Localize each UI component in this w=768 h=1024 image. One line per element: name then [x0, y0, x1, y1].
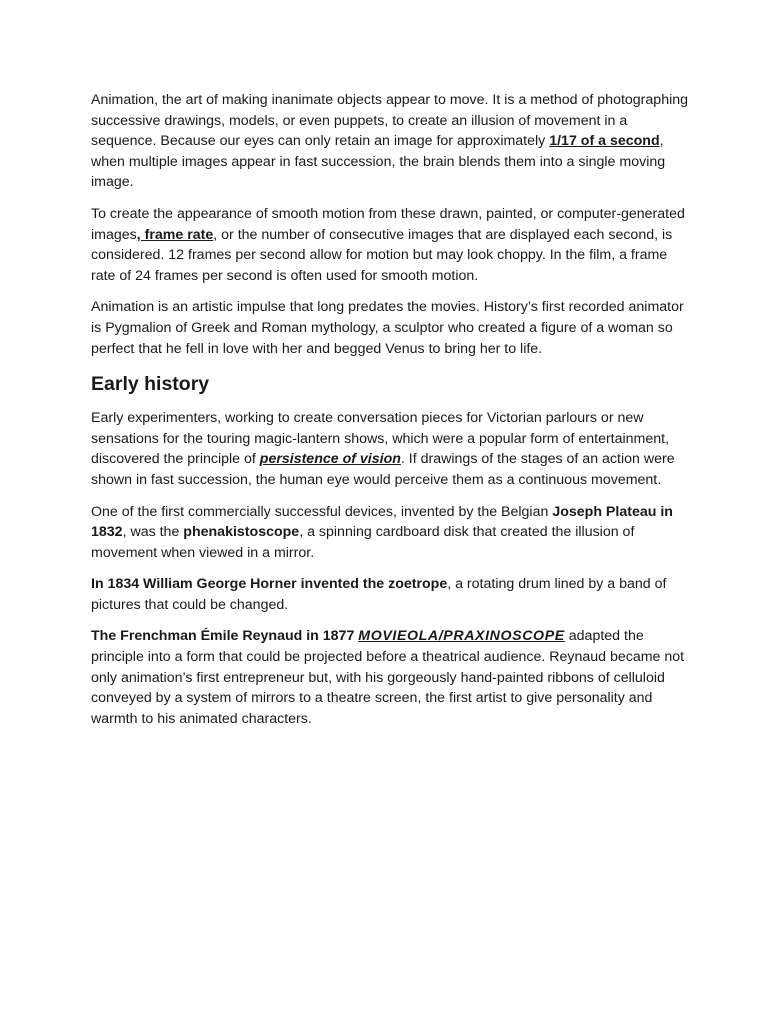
paragraph-reynaud — [91, 626, 688, 729]
paragraph-early-experimenters — [91, 408, 688, 490]
emphasis-horner-zoetrope: In 1834 William George Horner invented the zoetrope — [91, 576, 448, 593]
section-heading-early-history: Early history — [91, 373, 210, 396]
text: To create the appearance of smooth motion from these drawn, painted, or computer-generated images — [91, 205, 685, 243]
emphasis-phenakistoscope: phenakistoscope — [183, 524, 300, 541]
paragraph-frame-rate — [91, 204, 688, 286]
emphasis-emile-reynaud: The Frenchman Émile Reynaud in 1877 — [91, 628, 359, 645]
text: Early experimenters, working to create conversation pieces for Victorian parlours or new sensations for the touring magic-lantern shows, which were a popular form of entertainment, discovered the principle of — [91, 410, 670, 468]
emphasis-retention-time: 1/17 of a second — [549, 133, 660, 150]
text: Animation, the art of making inanimate objects appear to move. It is a method of photographing successive drawings, models, or even puppets, to create an illusion of movement in a sequence. Because our eyes can only retain an image for approximately — [91, 92, 689, 150]
paragraph-pygmalion — [91, 297, 688, 359]
text: , a rotating drum lined by a band of pictures that could be changed. — [91, 576, 667, 613]
text: Animation is an artistic impulse that long predates the movies. History’s first recorded animator is Pygmalion of Greek and Roman mythology, a sculptor who created a figure of a woman so perfect that he fell in love with her and begged Venus to bring her to life. — [91, 299, 684, 357]
text: One of the first commercially successful devices, invented by the Belgian — [91, 503, 553, 520]
emphasis-joseph-plateau: Joseph Plateau in 1832 — [91, 503, 673, 541]
text: , a spinning cardboard disk that created the illusion of movement when viewed in a mirror. — [91, 524, 635, 561]
paragraph-phenakistoscope — [91, 502, 688, 564]
text: , or the number of consecutive images that are displayed each second, is considered. 12 frames per second allow for motion but may look choppy. In the film, a frame rate of 24 frames per second is often used for smooth motion. — [91, 226, 673, 284]
emphasis-persistence-of-vision: persistence of vision — [259, 451, 401, 468]
paragraph-animation-definition — [91, 90, 688, 193]
text: adapted the principle into a form that could be projected before a theatrical audience. Reynaud became not only animation’s first entrepreneur but, with his gorgeously hand-painted ribbons of celluloid conveyed by a system of mirrors to a theatre screen, the first artist to give personality and warmth to his animated characters. — [91, 628, 685, 727]
text: , was the — [122, 524, 184, 541]
text: . If drawings of the stages of an action were shown in fast succession, the human eye would perceive them as a continuous movement. — [91, 451, 675, 488]
text: , when multiple images appear in fast succession, the brain blends them into a single moving image. — [91, 133, 666, 191]
emphasis-praxinoscope: MOVIEOLA/PRAXINOSCOPE — [358, 628, 565, 645]
emphasis-frame-rate: , frame rate — [136, 226, 214, 243]
paragraph-zoetrope — [91, 574, 688, 615]
